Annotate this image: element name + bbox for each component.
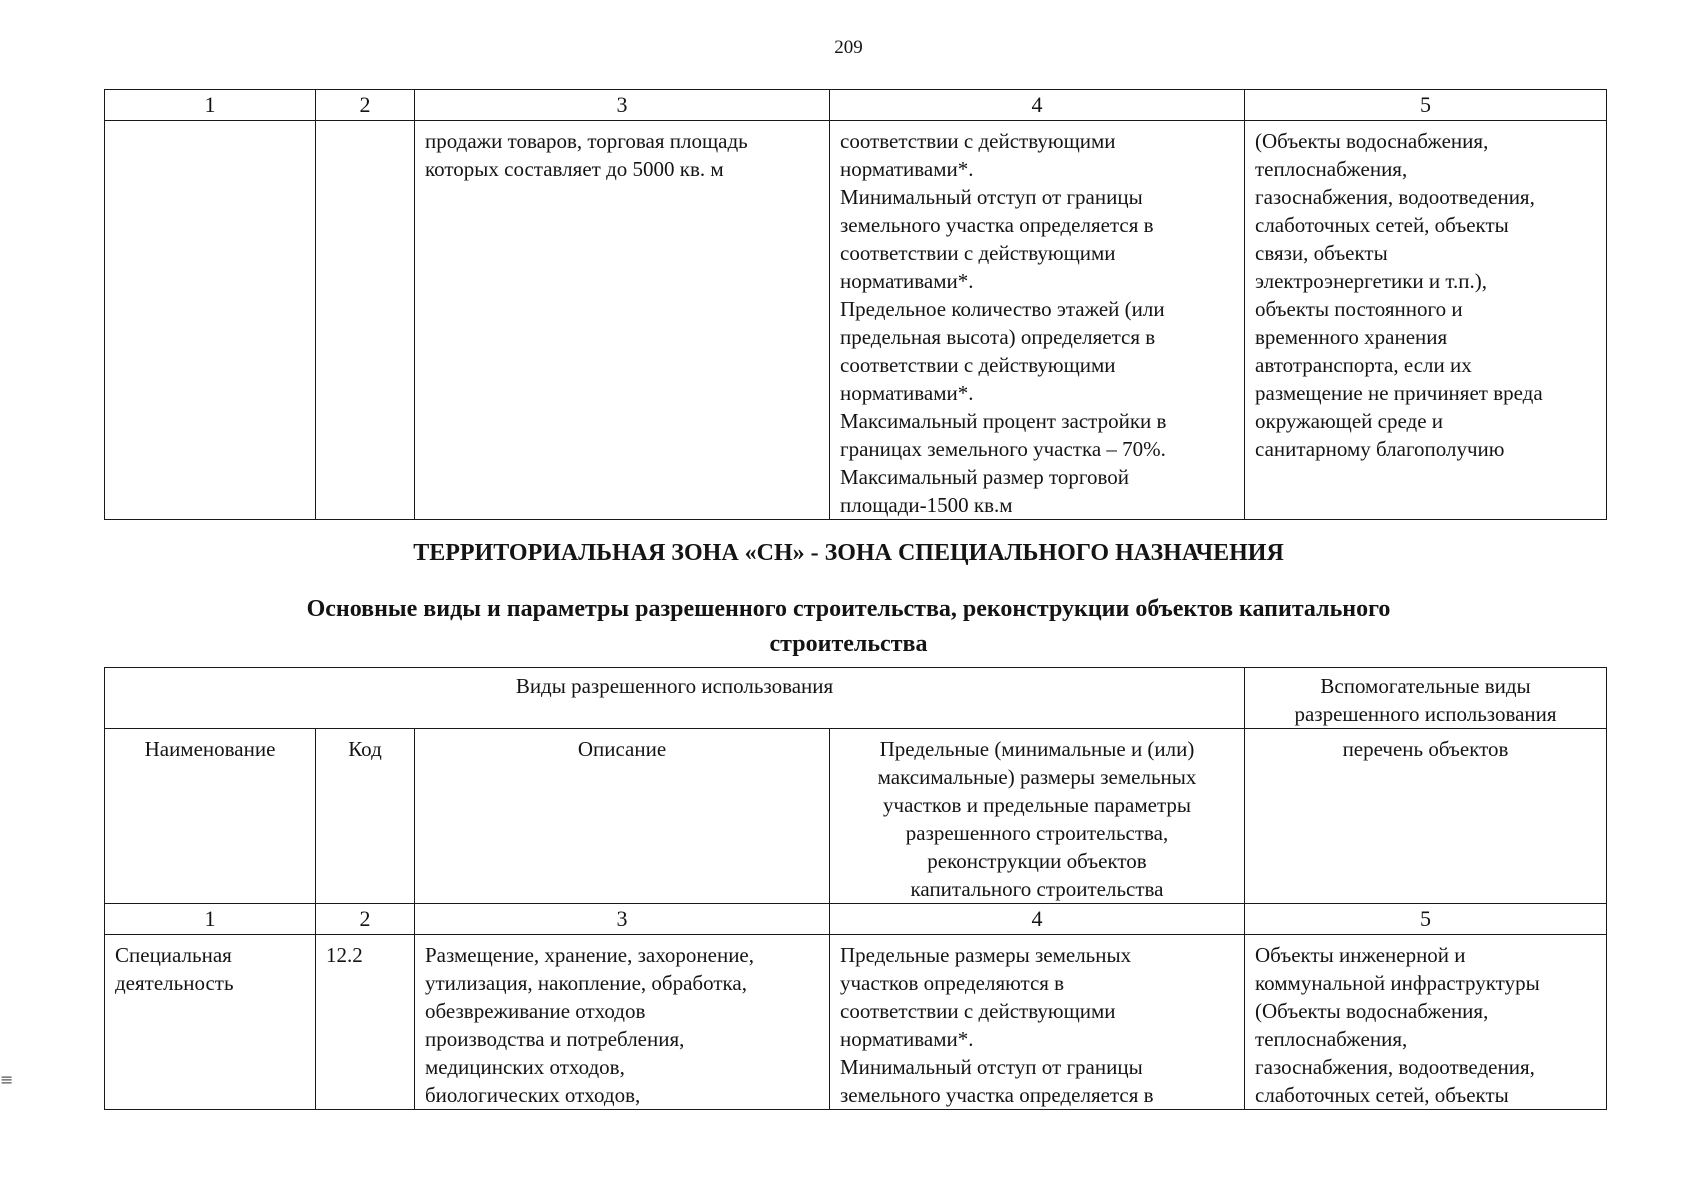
name-cell [105,935,316,1110]
auxiliary-line: слаботочных сетей, объекты [1255,1083,1509,1107]
name-line: деятельность [115,971,234,995]
table-row [105,935,1607,1110]
auxiliary-line: связи, объекты [1255,241,1388,265]
section-title-line: Основные виды и параметры разрешенного строительства, реконструкции объектов капитального [306,596,1391,622]
code-header: Код [316,729,415,904]
auxiliary-line: объекты постоянного и [1255,297,1463,321]
column-header-row [105,729,1607,904]
parameters-line: земельного участка определяется в [840,213,1154,237]
description-line: которых составляет до 5000 кв. м [425,157,724,181]
column-number-5: 5 [1245,904,1607,935]
aux-header-line: Вспомогательные виды [1320,674,1531,698]
column-number-4: 4 [830,90,1245,121]
column-number-5: 5 [1245,90,1607,121]
parameters-line: соответствии с действующими [840,353,1116,377]
auxiliary-line: (Объекты водоснабжения, [1255,129,1489,153]
code-cell [316,121,415,520]
name-header: Наименование [105,729,316,904]
parameters-line: соответствии с действующими [840,241,1116,265]
aux-header-cell [1245,668,1607,729]
parameters-line: границах земельного участка – 70%. [840,437,1166,461]
auxiliary-line: коммунальной инфраструктуры [1255,971,1540,995]
column-number-1: 1 [105,904,316,935]
section-title [200,592,1497,662]
description-line: утилизация, накопление, обработка, [425,971,747,995]
parameters-header [830,729,1245,904]
description-cell [415,121,830,520]
parameters-line: Максимальный размер торговой [840,465,1129,489]
column-number-3: 3 [415,904,830,935]
description-cell [415,935,830,1110]
auxiliary-line: размещение не причиняет вреда [1255,381,1543,405]
aux-list-header: перечень объектов [1245,729,1607,904]
parameters-line: Предельные размеры земельных [840,943,1132,967]
auxiliary-line: окружающей среде и [1255,409,1444,433]
auxiliary-line: слаботочных сетей, объекты [1255,213,1509,237]
description-line: обезвреживание отходов [425,999,646,1023]
column-number-3: 3 [415,90,830,121]
parameters-header-line: участков и предельные параметры [883,793,1191,817]
column-number-4: 4 [830,904,1245,935]
name-cell [105,121,316,520]
auxiliary-line: газоснабжения, водоотведения, [1255,185,1535,209]
page-number: 209 [834,37,863,58]
column-number-1: 1 [105,90,316,121]
description-line: производства и потребления, [425,1027,685,1051]
description-line: медицинских отходов, [425,1055,625,1079]
table-row [105,121,1607,520]
parameters-line: Минимальный отступ от границы [840,185,1143,209]
section-title-line: строительства [769,631,928,657]
main-usage-table [104,667,1607,1110]
parameters-line: Минимальный отступ от границы [840,1055,1143,1079]
code-cell: 12.2 [316,935,415,1110]
parameters-line: соответствии с действующими [840,999,1116,1023]
parameters-line: участков определяются в [840,971,1065,995]
parameters-line: нормативами*. [840,157,974,181]
parameters-line: нормативами*. [840,381,974,405]
auxiliary-line: автотранспорта, если их [1255,353,1472,377]
auxiliary-line: электроэнергетики и т.п.), [1255,269,1487,293]
auxiliary-line: санитарному благополучию [1255,437,1505,461]
parameters-line: предельная высота) определяется в [840,325,1156,349]
auxiliary-line: теплоснабжения, [1255,157,1408,181]
description-line: Размещение, хранение, захоронение, [425,943,754,967]
parameters-header-line: Предельные (минимальные и (или) [879,737,1195,761]
description-line: биологических отходов, [425,1083,641,1107]
parameters-line: Предельное количество этажей (или [840,297,1165,321]
parameters-line: земельного участка определяется в [840,1083,1154,1107]
parameters-cell [830,121,1245,520]
parameters-header-line: капитального строительства [910,877,1164,901]
parameters-line: площади-1500 кв.м [840,493,1013,517]
column-number-2: 2 [316,904,415,935]
parameters-line: Максимальный процент застройки в [840,409,1167,433]
column-number-row [105,904,1607,935]
parameters-header-line: разрешенного строительства, [905,821,1169,845]
auxiliary-cell [1245,935,1607,1110]
parameters-line: нормативами*. [840,1027,974,1051]
continuation-table [104,89,1607,520]
parameters-cell [830,935,1245,1110]
description-header: Описание [415,729,830,904]
group-header-cell: Виды разрешенного использования [105,668,1245,729]
parameters-header-line: реконструкции объектов [927,849,1147,873]
zone-title: ТЕРРИТОРИАЛЬНАЯ ЗОНА «СН» - ЗОНА СПЕЦИАЛЬНОГО НАЗНАЧЕНИЯ [413,540,1284,566]
auxiliary-line: временного хранения [1255,325,1448,349]
auxiliary-line: Объекты инженерной и [1255,943,1466,967]
auxiliary-line: теплоснабжения, [1255,1027,1408,1051]
aux-header-line: разрешенного использования [1294,702,1557,726]
parameters-line: нормативами*. [840,269,974,293]
parameters-line: соответствии с действующими [840,129,1116,153]
group-header-row [105,668,1607,729]
auxiliary-line: (Объекты водоснабжения, [1255,999,1489,1023]
scan-margin-mark: ≡ [0,1070,14,1089]
column-number-row [105,90,1607,121]
auxiliary-cell [1245,121,1607,520]
column-number-2: 2 [316,90,415,121]
auxiliary-line: газоснабжения, водоотведения, [1255,1055,1535,1079]
parameters-header-line: максимальные) размеры земельных [877,765,1197,789]
name-line: Специальная [115,943,232,967]
description-line: продажи товаров, торговая площадь [425,129,748,153]
